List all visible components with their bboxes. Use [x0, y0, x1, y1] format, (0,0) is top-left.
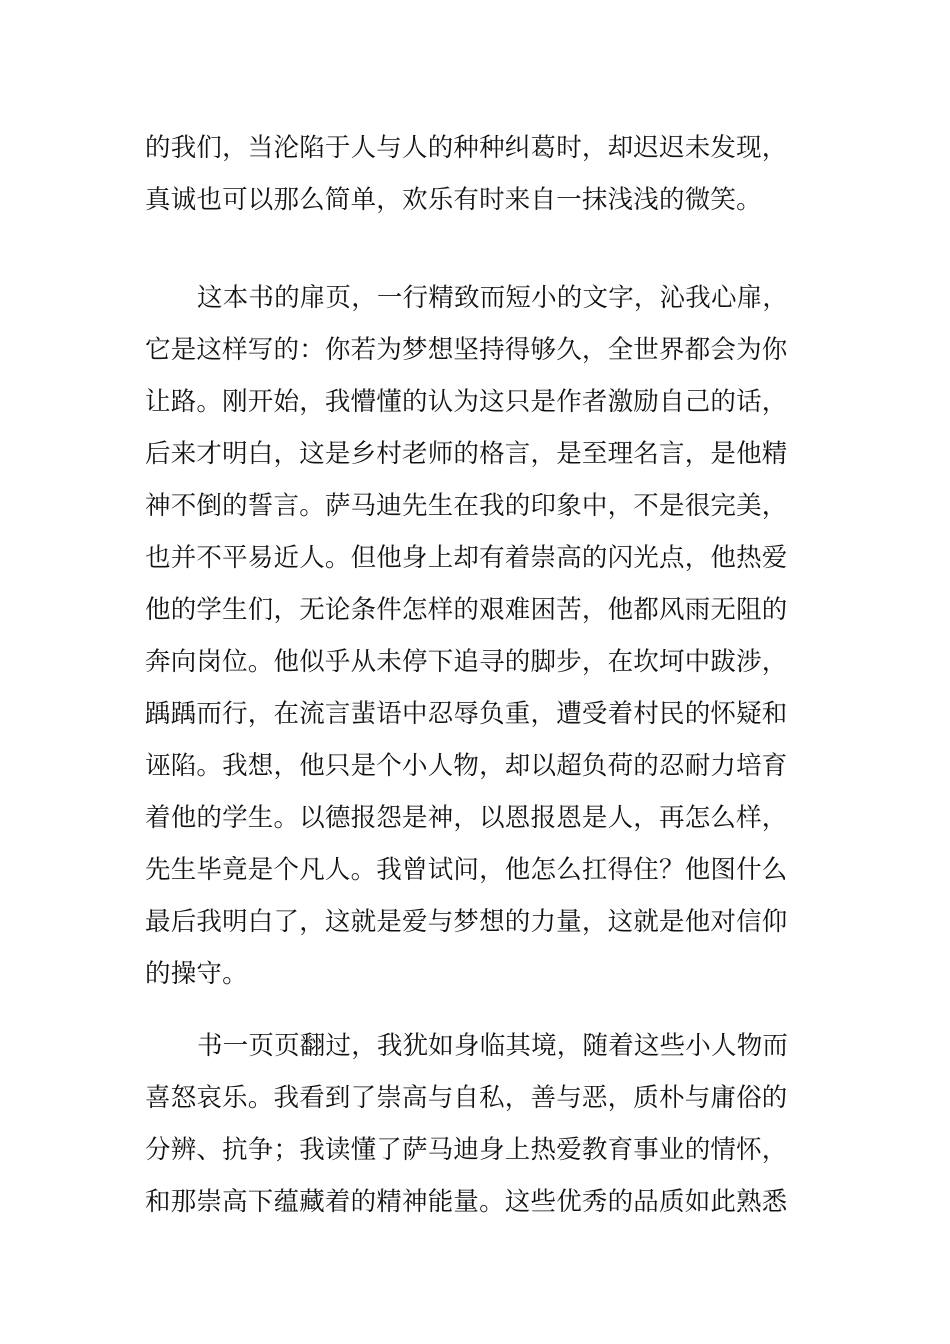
text-line: 的我们，当沦陷于人与人的种种纠葛时，却迟迟未发现，	[145, 133, 788, 163]
text-line: 让路。刚开始，我懵懂的认为这只是作者激励自己的话，	[145, 387, 788, 417]
text-line: 这本书的扉页，一行精致而短小的文字，沁我心扉，	[197, 283, 789, 313]
paragraph-2	[145, 272, 810, 1000]
text-line: 奔向岗位。他似乎从未停下追寻的脚步，在坎坷中跋涉，	[145, 647, 788, 677]
paragraph-1	[145, 122, 810, 226]
text-line: 踽踽而行，在流言蜚语中忍辱负重，遭受着村民的怀疑和	[145, 699, 788, 729]
text-line: 他的学生们，无论条件怎样的艰难困苦，他都风雨无阻的	[145, 595, 788, 625]
text-line: 先生毕竟是个凡人。我曾试问，他怎么扛得住？他图什么	[145, 855, 788, 885]
text-line: 它是这样写的：你若为梦想坚持得够久，全世界都会为你	[145, 335, 788, 365]
text-line: 的操守。	[145, 959, 248, 989]
text-line: 真诚也可以那么简单，欢乐有时来自一抹浅浅的微笑。	[145, 185, 762, 215]
text-line: 后来才明白，这是乡村老师的格言，是至理名言，是他精	[145, 439, 788, 469]
text-line: 书一页页翻过，我犹如身临其境，随着这些小人物而	[197, 1031, 789, 1061]
text-line: 最后我明白了，这就是爱与梦想的力量，这就是他对信仰	[145, 907, 788, 937]
text-line: 诬陷。我想，他只是个小人物，却以超负荷的忍耐力培育	[145, 751, 788, 781]
text-line: 神不倒的誓言。萨马迪先生在我的印象中，不是很完美，	[145, 491, 788, 521]
text-line: 喜怒哀乐。我看到了崇高与自私，善与恶，质朴与庸俗的	[145, 1083, 788, 1113]
text-line: 分辨、抗争；我读懂了萨马迪身上热爱教育事业的情怀，	[145, 1135, 788, 1165]
paragraph-3	[145, 1020, 810, 1228]
text-line: 和那崇高下蕴藏着的精神能量。这些优秀的品质如此熟悉	[145, 1187, 788, 1217]
text-line: 也并不平易近人。但他身上却有着崇高的闪光点，他热爱	[145, 543, 788, 573]
text-line: 着他的学生。以德报怨是神，以恩报恩是人，再怎么样，	[145, 803, 788, 833]
